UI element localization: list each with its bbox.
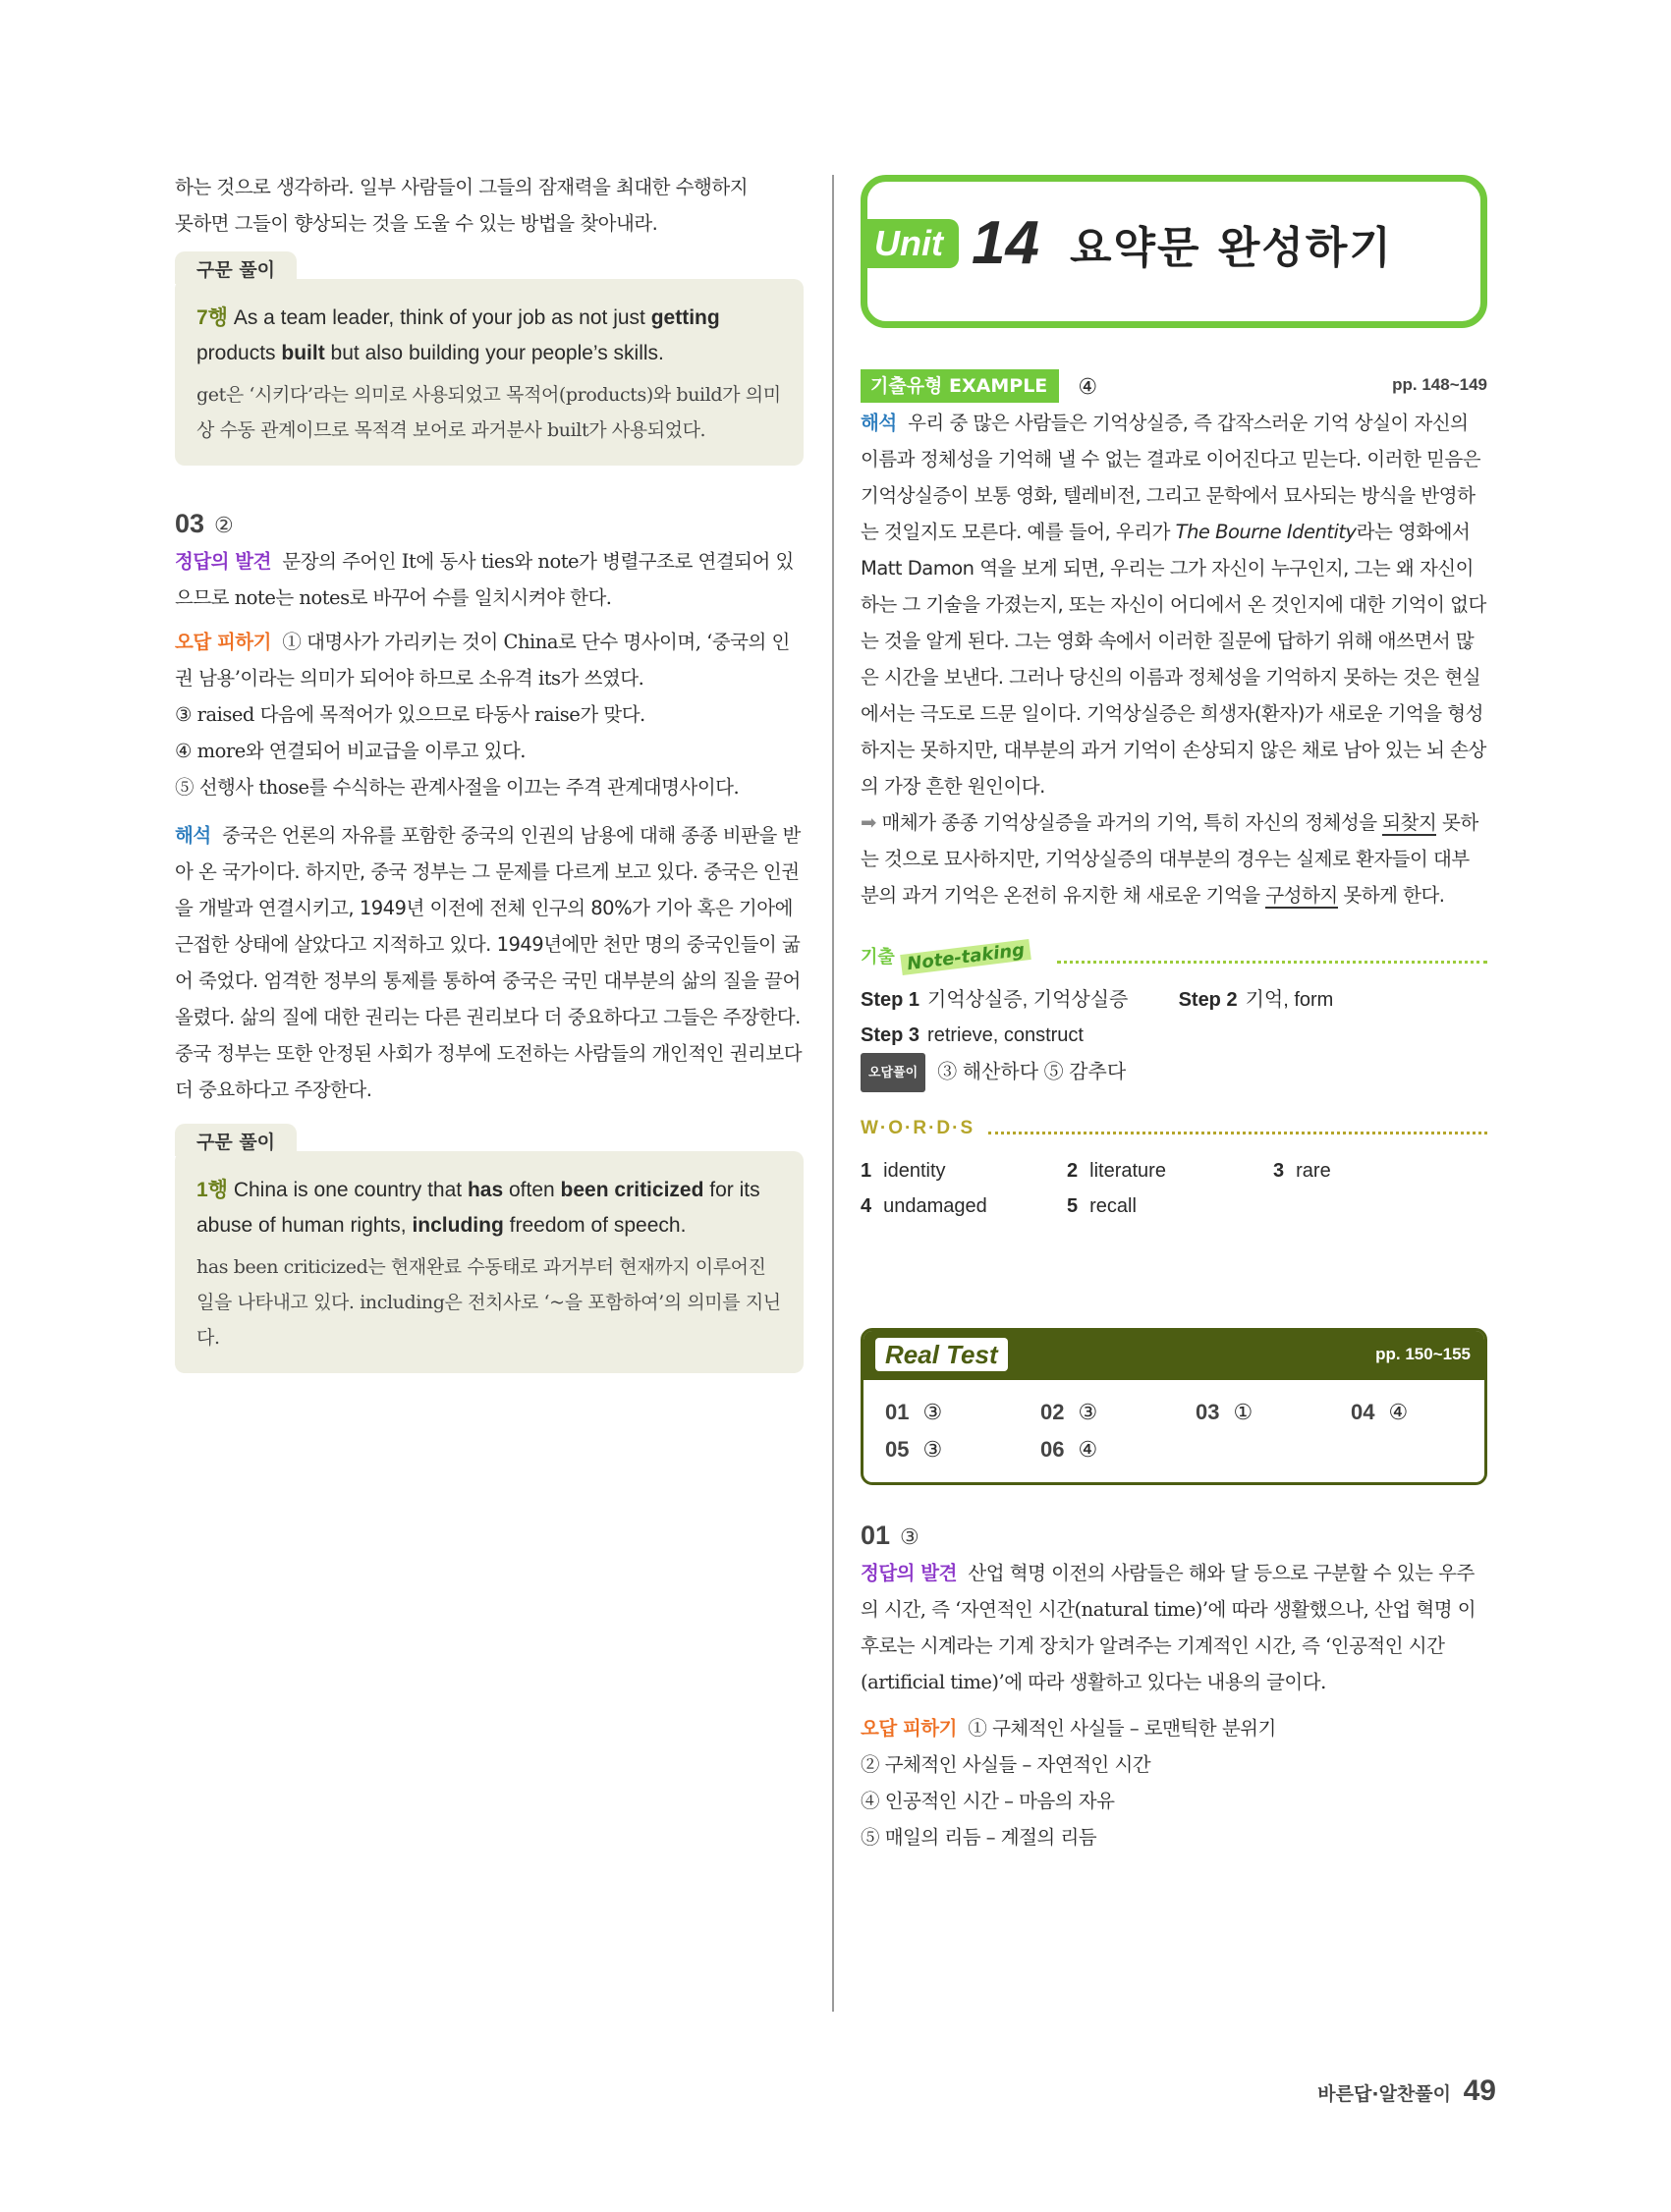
note-taking-steps: Step 1 기억상실증, 기억상실증 Step 2 기억, form Step 3 retrieve, construct 오답풀이 ③ 해산하다 ⑤ 감추다 <box>861 982 1487 1092</box>
unit-number: 14 <box>972 209 1039 277</box>
answer-discovery: 정답의 발견 산업 혁명 이전의 사람들은 해와 달 등으로 구분할 수 있는 우주의 시간, 즉 ‘자연적인 시간(natural time)’에 따라 생활했으나, 산업 혁명 이후로는 시계라는 기계 장치가 알려주는 기계적인 시간, 즉 ‘인공적인 시간(artificial time)’에 따라 생활하고 있다는 내용의 글이다. <box>861 1562 1476 1693</box>
answer-item: 06 ④ <box>1040 1437 1098 1462</box>
wrong-answer-avoid: 오답 피하기 ① 대명사가 가리키는 것이 China로 단수 명사이며, ‘중국의 인권 남용’이라는 의미가 되어야 하므로 소유격 its가 쓰였다. <box>175 631 790 690</box>
right-column <box>861 175 1487 1855</box>
wrong-answer-item: ④ more와 연결되어 비교급을 이루고 있다. <box>175 740 526 762</box>
words-header: W·O·R·D·S <box>861 1118 1487 1147</box>
syntax-box-2 <box>175 1132 804 1373</box>
answer-item: 05 ③ <box>885 1437 943 1462</box>
unit-title: 요약문 완성하기 <box>1070 223 1393 273</box>
unit-tab: Unit <box>861 219 959 268</box>
syntax-explanation: has been criticized는 현재완료 수동태로 과거부터 현재까지 이루어진 일을 나타내고 있다. including은 전치사로 ‘~을 포함하여’의 의미를 지닌다. <box>196 1256 781 1349</box>
left-column <box>175 169 804 1373</box>
wrong-answer-item: ⑤ 선행사 those를 수식하는 관계사절을 이끄는 주격 관계대명사이다. <box>175 776 740 799</box>
column-divider <box>832 175 834 2012</box>
words-list <box>861 1153 1487 1224</box>
word-item: 4 undamaged <box>861 1195 987 1217</box>
wrong-answer-item: ③ raised 다음에 목적어가 있으므로 타동사 raise가 맞다. <box>175 703 645 726</box>
real-test-label: Real Test <box>875 1338 1008 1371</box>
syntax-box-tab: 구문 풀이 <box>175 251 297 284</box>
wrong-answer-item: ② 구체적인 사실들 – 자연적인 시간 <box>861 1753 1151 1776</box>
word-item: 2 literature <box>1067 1160 1166 1182</box>
word-item: 3 rare <box>1273 1160 1331 1182</box>
example-header <box>861 369 1487 405</box>
intro-text: 하는 것으로 생각하라. 일부 사람들이 그들의 잠재력을 최대한 수행하지 못하면 그들이 향상되는 것을 도울 수 있는 방법을 찾아내라. <box>175 176 749 235</box>
answer-item: 04 ④ <box>1351 1400 1409 1424</box>
dotted-rule <box>988 1132 1487 1134</box>
syntax-box-tab: 구문 풀이 <box>175 1124 297 1156</box>
example-pages: pp. 148~149 <box>1392 375 1487 394</box>
wrong-answer-tag: 오답풀이 <box>861 1053 925 1092</box>
wrong-answer-item: ④ 인공적인 시간 – 마음의 자유 <box>861 1790 1115 1812</box>
translation: 해석 중국은 언론의 자유를 포함한 중국의 인권의 남용에 대해 종종 비판을 받아 온 국가이다. 하지만, 중국 정부는 그 문제를 다르게 보고 있다. 중국은 인권을 개발과 연결시키고, 1949년 이전에 전체 인구의 80%가 기아 혹은 기아에 근접한 상태에 살았다고 지적하고 있다. 1949년에만 천만 명의 중국인들이 굶어 죽었다. 엄격한 정부의 통제를 통하여 중국은 국민 대부분의 삶의 질을 끌어올렸다. 삶의 질에 대한 권리는 다른 권리보다 더 중요하다고 그들은 주장한다. 중국 정부는 또한 안정된 사회가 정부에 도전하는 사람들의 개인적인 권리보다 더 중요하다고 주장한다. <box>175 824 803 1101</box>
question-header-01: 01 ③ <box>861 1521 919 1550</box>
page-number: 49 <box>1463 2074 1496 2107</box>
wrong-answer-item: ⑤ 매일의 리듬 – 계절의 리듬 <box>861 1826 1097 1849</box>
example-translation: 해석 우리 중 많은 사람들은 기억상실증, 즉 갑작스러운 기억 상실이 자신의 이름과 정체성을 기억해 낼 수 없는 결과로 이어진다고 믿는다. 이러한 믿음은 기억상실증이 보통 영화, 텔레비전, 그리고 문학에서 묘사되는 방식을 반영하는 것일지도 모른다. 예를 들어, 우리가 The Bourne Identity라는 영화에서 Matt Damon 역을 보게 되면, 우리는 그가 자신이 누구인지, 그는 왜 자신이 하는 그 기술을 가졌는지, 또는 자신이 어디에서 온 것인지에 대한 기억이 없다는 것을 알게 된다. 그는 영화 속에서 이러한 질문에 답하기 위해 애쓰면서 많은 시간을 보낸다. 그러나 당신의 이름과 정체성을 기억하지 못하는 것은 현실에서는 극도로 드문 일이다. 기억상실증은 희생자(환자)가 새로운 기억을 형성하지는 못하지만, 대부분의 과거 기억이 손상되지 않은 채로 남아 있는 뇌 손상의 가장 흔한 원인이다. <box>861 412 1486 798</box>
footer-label: 바른답·알찬풀이 <box>1317 2083 1451 2105</box>
question-header-03: 03 ② <box>175 509 234 538</box>
note-taking-header: 기출 Note-taking <box>861 937 1487 982</box>
answer-item: 01 ③ <box>885 1400 943 1424</box>
page-footer <box>1317 2074 1496 2108</box>
example-tag: 기출유형 EXAMPLE <box>861 369 1059 403</box>
syntax-box-1 <box>175 259 804 466</box>
note-taking-label: Note-taking <box>900 939 1031 975</box>
answer-item: 02 ③ <box>1040 1400 1098 1424</box>
answer-item: 03 ① <box>1196 1400 1253 1424</box>
syntax-english: 7행 As a team leader, think of your job as not just getting products built but also building your people’s skills. <box>196 306 720 364</box>
wrong-answer-avoid: 오답 피하기 ① 구체적인 사실들 – 로맨틱한 분위기 <box>861 1717 1276 1740</box>
word-item: 5 recall <box>1067 1195 1137 1217</box>
real-test-answers <box>863 1380 1484 1482</box>
answer-discovery: 정답의 발견 문장의 주어인 It에 동사 ties와 note가 병렬구조로 연결되어 있으므로 note는 notes로 바꾸어 수를 일치시켜야 한다. <box>175 550 794 609</box>
dotted-rule <box>1057 961 1487 964</box>
real-test-pages: pp. 150~155 <box>1375 1345 1471 1363</box>
word-item: 1 identity <box>861 1160 946 1182</box>
syntax-english: 1행 China is one country that has often been criticized for its abuse of human rights, including freedom of speech. <box>196 1179 760 1237</box>
example-summary: ➡ 매체가 종종 기억상실증을 과거의 기억, 특히 자신의 정체성을 되찾지 못하는 것으로 묘사하지만, 기억상실증의 대부분의 경우는 실제로 환자들이 대부분의 과거 기억은 온전히 유지한 채 새로운 기억을 구성하지 못하게 한다. <box>861 811 1478 907</box>
syntax-explanation: get은 ‘시키다’라는 의미로 사용되었고 목적어(products)와 build가 의미상 수동 관계이므로 목적격 보어로 과거분사 built가 사용되었다. <box>196 384 781 441</box>
real-test-box <box>861 1328 1487 1485</box>
example-answer: ④ <box>1078 375 1098 400</box>
unit-banner <box>861 175 1487 328</box>
